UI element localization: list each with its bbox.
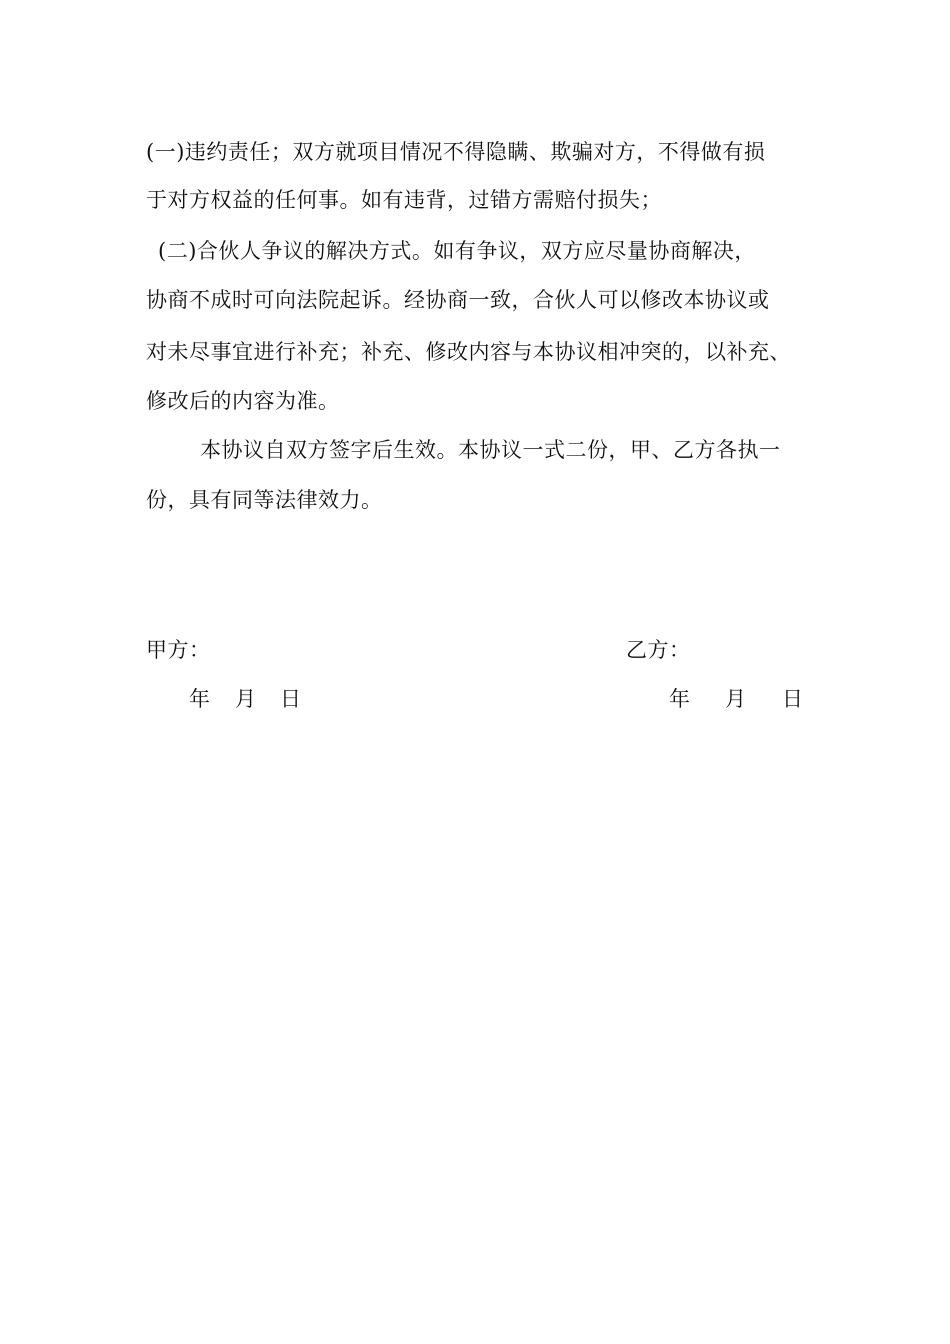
effectiveness-line-1: 本协议自双方签字后生效。本协议一式二份，甲、乙方各执一 xyxy=(200,438,781,462)
party-b-signature-label: 乙方： xyxy=(626,638,691,662)
party-a-date-day: 日 xyxy=(280,687,301,711)
clause-dispute-line-3: 对未尽事宜进行补充；补充、修改内容与本协议相冲突的，以补充、 xyxy=(146,340,791,364)
party-a-date-month: 月 xyxy=(235,687,256,711)
party-a-date-year: 年 xyxy=(189,687,210,711)
clause-dispute-line-4: 修改后的内容为准。 xyxy=(146,389,340,413)
clause-breach-line-2: 于对方权益的任何事。如有违背，过错方需赔付损失； xyxy=(146,188,662,212)
effectiveness-line-2: 份，具有同等法律效力。 xyxy=(146,488,383,512)
clause-breach-line-1: (一)违约责任；双方就项目情况不得隐瞒、欺骗对方，不得做有损 xyxy=(146,140,766,164)
party-b-date-year: 年 xyxy=(669,687,690,711)
party-a-signature-label: 甲方： xyxy=(146,638,211,662)
party-b-date-day: 日 xyxy=(782,687,803,711)
clause-dispute-line-2: 协商不成时可向法院起诉。经协商一致，合伙人可以修改本协议或 xyxy=(146,288,770,312)
clause-dispute-line-1: (二)合伙人争议的解决方式。如有争议，双方应尽量协商解决， xyxy=(158,239,756,263)
party-b-date-month: 月 xyxy=(725,687,746,711)
